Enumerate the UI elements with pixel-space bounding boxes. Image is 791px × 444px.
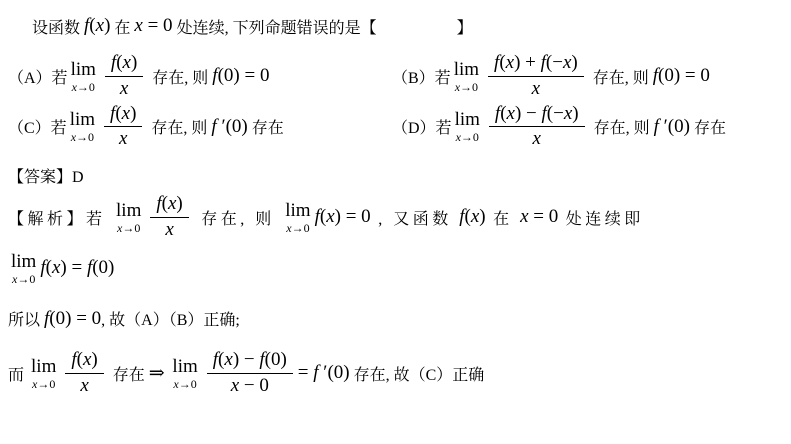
math-token — [654, 116, 690, 138]
text-token: 存在 — [689, 120, 726, 138]
math-italic-run: f — [212, 348, 219, 370]
math-upright-run: →0 — [291, 220, 310, 235]
fraction-numerator — [65, 349, 103, 373]
math-italic-run: f — [84, 15, 90, 36]
text-token: 存在, 故（C）正确 — [349, 366, 485, 384]
math-italic-run: x — [454, 79, 461, 94]
text-token: 而 — [8, 366, 29, 384]
option-a — [8, 52, 392, 101]
math-upright-run: ) — [572, 102, 579, 124]
math-italic-run: f — [459, 206, 465, 228]
math-italic-run: f — [211, 115, 217, 137]
math-italic-run: f — [40, 257, 46, 279]
limit-block — [11, 252, 36, 285]
math-italic-run: x — [32, 376, 38, 391]
fraction-block — [489, 103, 585, 152]
math-upright-run: →0 — [76, 79, 95, 94]
text-token: 存在, 则 — [147, 120, 212, 138]
fraction-denominator — [104, 126, 142, 151]
limit-subscript — [72, 81, 95, 93]
math-italic-run: f — [313, 362, 319, 384]
analysis-line-4 — [8, 349, 785, 398]
limit-operator: lim — [454, 109, 480, 131]
options-row-1 — [8, 52, 785, 101]
math-upright-run: ) = 0 — [334, 206, 371, 228]
math-upright-run: →0 — [37, 376, 56, 391]
math-upright-run: ) — [91, 348, 98, 370]
math-token — [134, 15, 172, 37]
math-upright-run: ′(0) — [216, 115, 248, 137]
math-upright-run: ( — [161, 193, 168, 215]
math-upright-run: ) — [571, 52, 578, 73]
text-token: （C）若 — [8, 120, 67, 138]
limit-block — [172, 357, 197, 390]
analysis-line-2 — [8, 252, 785, 285]
math-token — [298, 362, 350, 384]
answer-line — [8, 163, 785, 187]
math-upright-run: (0) = 0 — [658, 65, 710, 87]
fraction-denominator — [105, 76, 143, 101]
limit-operator: lim — [116, 199, 142, 221]
options-row-2 — [8, 103, 785, 152]
math-italic-run: x — [134, 15, 143, 36]
math-upright-run: →0 — [178, 376, 197, 391]
fraction-block — [150, 193, 188, 242]
math-italic-run: x — [80, 374, 89, 396]
math-upright-run: (0) — [92, 257, 115, 279]
fraction-block — [104, 103, 142, 152]
text-token: 存在, 则 — [193, 210, 283, 228]
math-italic-run: f — [653, 115, 659, 137]
math-upright-run: ⇒ — [148, 362, 170, 384]
answer-text: 【答案】D — [8, 168, 84, 186]
math-italic-run: f — [541, 102, 547, 124]
fraction-numerator — [488, 52, 584, 76]
math-italic-run: x — [122, 52, 131, 73]
limit-subscript — [117, 222, 140, 234]
math-italic-run: f — [652, 65, 659, 87]
limit-subscript — [455, 81, 478, 93]
math-italic-run: x — [563, 102, 573, 124]
fraction-denominator — [207, 373, 293, 398]
text-token: 设函数 — [32, 19, 85, 37]
math-upright-run: ( — [464, 206, 471, 228]
math-upright-run: ( — [116, 52, 123, 73]
math-italic-run: x — [70, 130, 77, 145]
math-italic-run: x — [286, 220, 292, 235]
math-upright-run: − 0 — [239, 374, 269, 396]
option-b — [392, 52, 710, 101]
math-token — [149, 362, 170, 385]
math-upright-run: ) — [130, 102, 137, 124]
math-token — [211, 116, 247, 138]
math-italic-run: f — [212, 65, 218, 87]
limit-operator: lim — [172, 355, 198, 377]
text-token: 处连续即 — [558, 210, 644, 228]
text-token: 存在, 则 — [588, 69, 653, 87]
math-italic-run: x — [165, 218, 174, 240]
math-upright-run: ′(0) — [658, 115, 690, 137]
math-upright-run: ) — [104, 15, 111, 36]
math-italic-run: x — [531, 77, 541, 99]
fraction-numerator — [105, 52, 143, 76]
math-italic-run: x — [326, 206, 335, 228]
math-upright-run: ′(0) — [318, 362, 350, 384]
math-italic-run: x — [173, 376, 179, 391]
limit-subscript — [173, 378, 196, 390]
text-token: （D）若 — [392, 120, 452, 138]
math-upright-run: ) = — [60, 257, 87, 279]
fraction-denominator — [489, 126, 585, 151]
math-italic-run: f — [86, 257, 93, 279]
limit-subscript — [456, 131, 479, 143]
fraction-denominator — [488, 76, 584, 101]
text-token: 处连续, 下列命题错误的是【 】 — [172, 19, 473, 37]
question-line — [32, 14, 785, 38]
math-upright-run: →0 — [122, 220, 141, 235]
fraction-numerator — [104, 103, 142, 127]
math-upright-run: ( — [89, 15, 96, 36]
math-token — [84, 15, 110, 37]
text-token: 存在 — [108, 366, 149, 384]
math-italic-run: f — [314, 206, 320, 228]
text-token: 在 — [485, 210, 521, 228]
math-italic-run: f — [494, 102, 501, 124]
limit-block — [285, 201, 310, 234]
math-upright-run: ) — [479, 206, 486, 228]
text-token: （A）若 — [8, 69, 68, 87]
analysis-line-1 — [8, 193, 785, 242]
math-italic-run: x — [470, 206, 480, 228]
math-italic-run: x — [121, 102, 131, 124]
fraction-denominator — [150, 217, 188, 242]
math-upright-run: ) — [176, 193, 183, 215]
math-italic-run: f — [110, 52, 117, 73]
math-upright-run: (− — [545, 52, 563, 73]
text-token: 【解析】若 — [8, 210, 114, 228]
math-upright-run: ) − — [232, 348, 260, 370]
math-upright-run: ( — [319, 206, 327, 228]
limit-subscript — [71, 131, 94, 143]
math-token — [315, 206, 371, 228]
math-token — [520, 206, 558, 228]
math-upright-run: ( — [499, 52, 506, 73]
limit-operator: lim — [11, 250, 37, 272]
math-upright-run: ) − — [514, 102, 542, 124]
math-italic-run: x — [506, 102, 515, 124]
math-italic-run: x — [562, 52, 572, 73]
limit-subscript — [32, 378, 55, 390]
math-italic-run: x — [532, 128, 541, 150]
math-token — [459, 206, 485, 228]
option-c — [8, 103, 392, 152]
fraction-numerator — [207, 349, 293, 373]
limit-block — [454, 60, 479, 93]
math-upright-run: →0 — [17, 271, 36, 286]
option-d — [392, 103, 726, 152]
math-upright-run: ) — [130, 52, 138, 73]
math-italic-run: x — [167, 193, 177, 215]
text-token: , 又函数 — [370, 210, 460, 228]
math-italic-run: f — [110, 102, 116, 124]
limit-subscript — [286, 222, 309, 234]
math-token — [653, 65, 710, 87]
fraction-block — [207, 349, 293, 398]
math-upright-run: (0) = 0 — [217, 65, 270, 87]
math-upright-run: = 0 — [142, 15, 173, 36]
limit-block — [455, 110, 480, 143]
limit-operator: lim — [453, 58, 480, 80]
limit-operator: lim — [69, 109, 96, 131]
math-italic-run: f — [259, 348, 265, 370]
math-upright-run: = 0 — [528, 206, 559, 228]
text-token: , 故（A）（B）正确; — [101, 312, 240, 330]
fraction-denominator — [65, 373, 103, 398]
math-upright-run: ( — [500, 102, 507, 124]
text-token: 存在 — [247, 120, 284, 138]
math-italic-run: f — [540, 52, 546, 73]
math-italic-run: x — [71, 79, 77, 94]
math-italic-run: x — [82, 348, 92, 370]
math-italic-run: x — [119, 128, 128, 150]
limit-subscript — [12, 273, 35, 285]
limit-block — [71, 60, 96, 93]
text-token: 所以 — [8, 312, 45, 330]
analysis-line-3 — [8, 307, 785, 331]
limit-operator: lim — [31, 355, 57, 377]
fraction-block — [488, 52, 584, 101]
math-upright-run: ( — [76, 348, 83, 370]
math-upright-run: ( — [218, 348, 225, 370]
text-token: （B）若 — [392, 69, 451, 87]
math-italic-run: f — [156, 193, 162, 215]
math-upright-run: ( — [45, 257, 52, 279]
math-italic-run: x — [505, 52, 515, 73]
text-token: 在 — [110, 19, 135, 37]
math-upright-run: →0 — [460, 79, 479, 94]
fraction-numerator — [489, 103, 585, 127]
math-italic-run: x — [95, 15, 105, 36]
limit-operator: lim — [285, 199, 311, 221]
math-token — [212, 65, 269, 87]
math-token — [40, 257, 114, 279]
math-upright-run: ( — [115, 102, 122, 124]
math-italic-run: x — [520, 206, 529, 228]
fraction-block — [65, 349, 103, 398]
math-italic-run: f — [44, 307, 50, 329]
math-italic-run: x — [51, 257, 61, 279]
math-italic-run: x — [117, 220, 123, 235]
limit-operator: lim — [70, 58, 96, 80]
math-italic-run: x — [224, 348, 233, 370]
math-italic-run: x — [455, 130, 461, 145]
math-upright-run: (0) — [264, 348, 287, 370]
fraction-block — [105, 52, 143, 101]
math-italic-run: f — [71, 348, 77, 370]
fraction-numerator — [150, 193, 188, 217]
limit-block — [70, 110, 95, 143]
math-upright-run: = — [297, 362, 314, 384]
math-upright-run: (− — [546, 102, 564, 124]
math-token — [44, 308, 101, 330]
limit-block — [116, 201, 141, 234]
math-italic-run: x — [12, 271, 18, 286]
math-italic-run: x — [230, 374, 240, 396]
math-upright-run: ) + — [514, 52, 541, 73]
math-upright-run: →0 — [460, 130, 479, 145]
math-italic-run: f — [494, 52, 500, 73]
limit-block — [31, 357, 56, 390]
math-upright-run: (0) = 0 — [49, 307, 102, 329]
math-italic-run: x — [119, 77, 129, 99]
math-upright-run: →0 — [76, 130, 95, 145]
text-token: 存在, 则 — [589, 120, 654, 138]
text-token: 存在, 则 — [148, 69, 213, 87]
